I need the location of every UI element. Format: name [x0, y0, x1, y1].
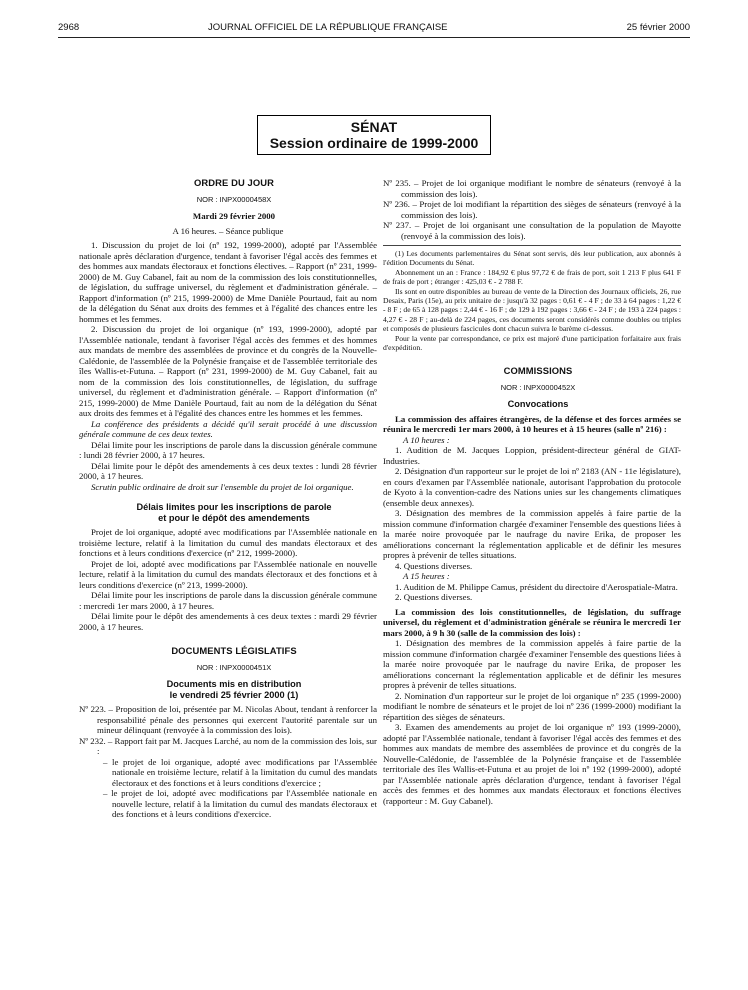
documents-title: DOCUMENTS LÉGISLATIFS — [171, 645, 297, 656]
page-number: 2968 — [58, 22, 80, 33]
issue-date: 25 février 2000 — [626, 22, 690, 33]
delai-parole: Délai limite pour les inscriptions de parole dans la discussion générale commune : lundi 28 février 2000, à 17 heures. — [79, 439, 377, 460]
documents-subtitle-1: Documents mis en distribution — [166, 679, 302, 689]
documents-subtitle-2: le vendredi 25 février 2000 (1) — [169, 689, 299, 700]
scrutin-note: Scrutin public ordinaire de droit sur l'ensemble du projet de loi organique. — [91, 481, 354, 492]
ordre-item-2: 2. Discussion du projet de loi organique (nº 193, 1999-2000), adopté par l'Assemblée nationale, tendant à favoriser l'égal accès des femmes et des hommes aux mandats de membre des assemblées de province et du congrès de la Nouvelle-Calédonie, de l'assemblée de la Polynésie française et de l'assemblée territoriale des îles Wallis-et-Futuna. – Rapport (nº 231, 1999-2000) de M. Guy Cabanel, fait au nom de la commission des lois constitutionnelles, de législation, du suffrage universel, du règlement et d'administration générale. – Rapport d'information (nº 215, 1999-2000) de Mme Danièle Pourtaud, fait au nom de la délégation du Sénat aux droits des femmes et à l'égalité des chances entre les hommes et les femmes. — [79, 324, 377, 418]
footnote-rule — [383, 245, 681, 246]
ordre-time: A 16 heures. – Séance publique — [172, 225, 284, 236]
session-time: A 10 heures : — [403, 434, 450, 445]
agenda-item: 3. Examen des amendements au projet de loi organique nº 193 (1999-2000), adopté par l'Assemblée nationale, tendant à favoriser l'égal accès des femmes et des hommes aux mandats de membre des assemblées de province et du congrès de la Nouvelle-Calédonie, de l'assemblée de la Polynésie française et de l'assemblée territoriale des îles Wallis-et-Futuna et au projet de loi nº 192 (1999-2000), adopté par l'Assemblée nationale après déclaration d'urgence, tendant à favoriser l'égal accès des femmes et des hommes aux mandats électoraux et fonctions électives (rapporteur : M. Guy Cabanel). — [383, 722, 681, 806]
delais-title-1: Délais limites pour les inscriptions de parole — [136, 502, 332, 512]
banner-subtitle: Session ordinaire de 1999-2000 — [269, 135, 479, 151]
document-entry: Nº 236. – Projet de loi modifiant la répartition des sièges de sénateurs (renvoyé à la commission des lois). — [383, 199, 681, 220]
session-time: A 15 heures : — [403, 571, 450, 582]
document-entry: Nº 237. – Projet de loi organisant une consultation de la population de Mayotte (renvoyé à la commission des lois). — [383, 220, 681, 241]
footnote: Ils sont en outre disponibles au bureau de vente de la Direction des Journaux officiels, 26, rue Desaix, Paris (15e), au prix unitaire de : jusqu'à 32 pages : 0,61 € - 4 F ; de 33 à 64 pages : 1,22 € - 8 F ; de 65 à 128 pages : 2,44 € - 16 F ; de 129 à 192 pages : 3,66 € - 24 F ; de 193 à 224 pages : 4,27 € - 28 F ; au-delà de 224 pages, ces documents seront considérés comme doubles ou triples et composés de plusieurs fascicules dont chacun suivra le barème ci-dessus. — [383, 286, 681, 334]
conference-note: La conférence des présidents a décidé qu'il serait procédé à une discussion générale commune de ces deux textes. — [79, 418, 377, 439]
senat-banner — [257, 115, 491, 155]
footnote: (1) Les documents parlementaires du Sénat sont servis, dès leur publication, aux abonnés à l'édition Documents du Sénat. — [383, 249, 681, 268]
footnote: Abonnement un an : France : 184,92 € plus 97,72 € de frais de port, soit 1 213 F plus 641 F de frais de port ; étranger : 425,03 € - 2 788 F. — [383, 267, 681, 287]
right-column — [383, 178, 681, 806]
delais-paragraph: Délai limite pour le dépôt des amendements à ces deux textes : mardi 29 février 2000, à 17 heures. — [79, 611, 377, 632]
document-sub-entry: – le projet de loi organique, adopté avec modifications par l'Assemblée nationale en troisième lecture, relatif à la limitation du cumul des mandats électoraux et des fonctions et à leurs conditions d'exercice ; — [103, 756, 377, 788]
delai-amendements: Délai limite pour le dépôt des amendements à ces deux textes : lundi 28 février 2000, à 17 heures. — [79, 460, 377, 481]
document-entry: Nº 232. – Rapport fait par M. Jacques Larché, au nom de la commission des lois, sur : — [79, 735, 377, 756]
commissions-title: COMMISSIONS — [503, 365, 573, 377]
ordre-nor: NOR : INPX0000458X — [196, 194, 272, 204]
agenda-item: 2. Désignation d'un rapporteur sur le projet de loi nº 2183 (AN - 11e législature), en cours d'examen par l'Assemblée nationale, autorisant l'approbation du protocole de Kyoto à la convention-cadre des Nations unies sur les changements climatiques (ensemble deux annexes). — [383, 466, 681, 508]
documents-nor: NOR : INPX0000451X — [196, 662, 272, 672]
agenda-item: 4. Questions diverses. — [395, 560, 473, 571]
footnote: Pour la vente par correspondance, ce prix est majoré d'une participation forfaitaire aux frais d'expédition. — [383, 333, 681, 353]
journal-title: JOURNAL OFFICIEL DE LA RÉPUBLIQUE FRANÇAISE — [208, 22, 448, 33]
left-column — [79, 178, 377, 820]
agenda-item: 1. Audition de M. Jacques Loppion, président-directeur général de GIAT-Industries. — [383, 445, 681, 466]
convocations-title: Convocations — [507, 399, 569, 410]
delais-title-2: et pour le dépôt des amendements — [158, 512, 310, 523]
agenda-item: 1. Audition de M. Philippe Camus, président du directoire d'Aerospatiale-Matra. — [395, 581, 678, 592]
agenda-item: 2. Nomination d'un rapporteur sur le projet de loi organique nº 235 (1999-2000) modifiant le nombre de sénateurs et le projet de loi nº 236 (1999-2000) modifiant la répartition des sièges de sénateurs. — [383, 690, 681, 722]
ordre-date: Mardi 29 février 2000 — [192, 211, 276, 221]
ordre-du-jour-title: ORDRE DU JOUR — [194, 177, 274, 188]
commission-lois-intro: La commission des lois constitutionnelles, de législation, du suffrage universel, du règlement et d'administration générale se réunira le mercredi 1er mars 2000, à 9 h 30 (salle de la commission des lois) : — [383, 606, 681, 638]
document-entry: Nº 223. – Proposition de loi, présentée par M. Nicolas About, tendant à renforcer la responsabilité pénale des personnes qui exercent l'autorité parentale sur un mineur délinquant (renvoyée à la commission des lois). — [79, 704, 377, 735]
document-entry: Nº 235. – Projet de loi organique modifiant le nombre de sénateurs (renvoyé à la commission des lois). — [383, 178, 681, 199]
delais-paragraph: Délai limite pour les inscriptions de parole dans la discussion générale commune : mercredi 1er mars 2000, à 17 heures. — [79, 590, 377, 611]
agenda-item: 3. Désignation des membres de la commission appelés à faire partie de la mission commune d'information chargée d'examiner l'ensemble des questions liées à la marée noire provoquée par le naufrage du navire Erika, de proposer les améliorations concernant la réglementation applicable et de définir les mesures propres à prévenir de telles situations. — [383, 508, 681, 561]
agenda-item: 2. Questions diverses. — [395, 592, 473, 603]
document-sub-entry: – le projet de loi, adopté avec modifications par l'Assemblée nationale en nouvelle lecture, relatif à la limitation du cumul des mandats électoraux et des fonctions et à leurs conditions d'exercice. — [103, 788, 377, 819]
agenda-item: 1. Désignation des membres de la commission appelés à faire partie de la mission commune d'information chargée d'examiner l'ensemble des questions liées à la marée noire provoquée par le naufrage du navire Erika, de proposer les améliorations concernant la réglementation applicable et de définir les mesures propres à prévenir de telles situations. — [383, 638, 681, 691]
ordre-item-1: 1. Discussion du projet de loi (nº 192, 1999-2000), adopté par l'Assemblée nationale après déclaration d'urgence, tendant à favoriser l'égal accès des femmes et des hommes aux mandats électoraux et fonctions électives. – Rapport (nº 231, 1999-2000) de M. Guy Cabanel, fait au nom de la commission des lois constitutionnelles, de législation, du suffrage universel, du règlement et d'administration générale. – Rapport d'information (nº 215, 1999-2000) de Mme Danièle Pourtaud, fait au nom de la délégation du Sénat aux droits des femmes et à l'égalité des chances entre les hommes et les femmes. — [79, 240, 377, 324]
commission-affaires-intro: La commission des affaires étrangères, de la défense et des forces armées se réunira le mercredi 1er mars 2000, à 10 heures et à 15 heures (salle nº 216) : — [383, 413, 681, 435]
commissions-nor: NOR : INPX0000452X — [500, 382, 576, 392]
page-header — [58, 22, 690, 36]
banner-title: SÉNAT — [350, 119, 398, 135]
header-rule — [58, 37, 690, 38]
delais-paragraph: Projet de loi organique, adopté avec modifications par l'Assemblée nationale en troisième lecture, relatif à la limitation du cumul des mandats électoraux et des fonctions et à leurs conditions d'exercice (nº 212, 1999-2000). — [79, 527, 377, 558]
delais-paragraph: Projet de loi, adopté avec modifications par l'Assemblée nationale en nouvelle lecture, relatif à la limitation du cumul des mandats électoraux et des fonctions et à leurs conditions d'exercice (nº 213, 1999-2000). — [79, 558, 377, 590]
